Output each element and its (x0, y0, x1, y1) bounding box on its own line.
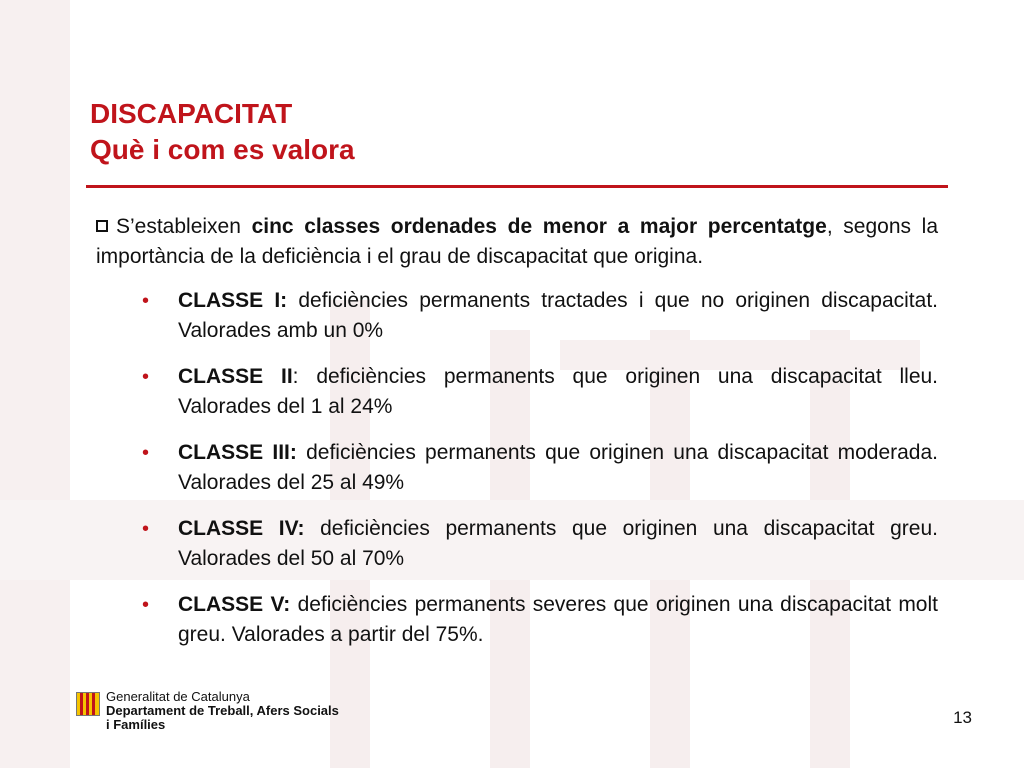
bullet-title: CLASSE IV: (178, 517, 305, 540)
generalitat-logo-icon (76, 692, 100, 716)
intro-prefix: S’estableixen (116, 215, 252, 238)
intro-paragraph (96, 212, 938, 272)
list-item (96, 590, 938, 650)
bullet-title: CLASSE III: (178, 441, 297, 464)
slide-body (96, 212, 938, 666)
slide-title (90, 96, 355, 168)
class-list (96, 286, 938, 650)
page-number: 13 (953, 708, 972, 727)
bullet-text: : deficiències permanents que originen una discapacitat lleu. Valorades del 1 al 24% (178, 365, 939, 418)
bullet-icon: • (142, 290, 150, 312)
list-item (96, 362, 938, 422)
bullet-icon: • (142, 594, 150, 616)
bullet-icon: • (142, 366, 150, 388)
bullet-title: CLASSE V: (178, 593, 291, 616)
org-line-3: i Famílies (106, 717, 166, 732)
checkbox-icon (96, 220, 108, 232)
bullet-title: CLASSE II (178, 365, 293, 388)
bullet-title: CLASSE I: (178, 289, 288, 312)
org-line-1: Generalitat de Catalunya (106, 689, 250, 704)
bullet-text: deficiències permanents que originen una discapacitat greu. Valorades del 50 al 70% (178, 517, 938, 570)
title-main: DISCAPACITAT (90, 98, 293, 129)
list-item (96, 514, 938, 574)
bullet-text: deficiències permanents que originen una discapacitat moderada. Valorades del 25 al 49% (178, 441, 938, 494)
list-item (96, 438, 938, 498)
list-item (96, 286, 938, 346)
title-subtitle: Què i com es valora (90, 134, 355, 165)
bullet-text: deficiències permanents tractades i que no originen discapacitat. Valorades amb un 0% (178, 289, 938, 342)
bullet-icon: • (142, 518, 150, 540)
intro-bold: cinc classes ordenades de menor a major percentatge (251, 215, 827, 238)
org-name (106, 690, 339, 732)
bullet-icon: • (142, 442, 150, 464)
intro-suffix: , segons la importància de la deficiència i el grau de discapacitat que origina. (96, 215, 938, 268)
org-line-2: Departament de Treball, Afers Socials (106, 703, 339, 718)
bullet-text: deficiències permanents severes que originen una discapacitat molt greu. Valorades a partir del 75%. (178, 593, 938, 646)
title-divider (86, 185, 948, 188)
